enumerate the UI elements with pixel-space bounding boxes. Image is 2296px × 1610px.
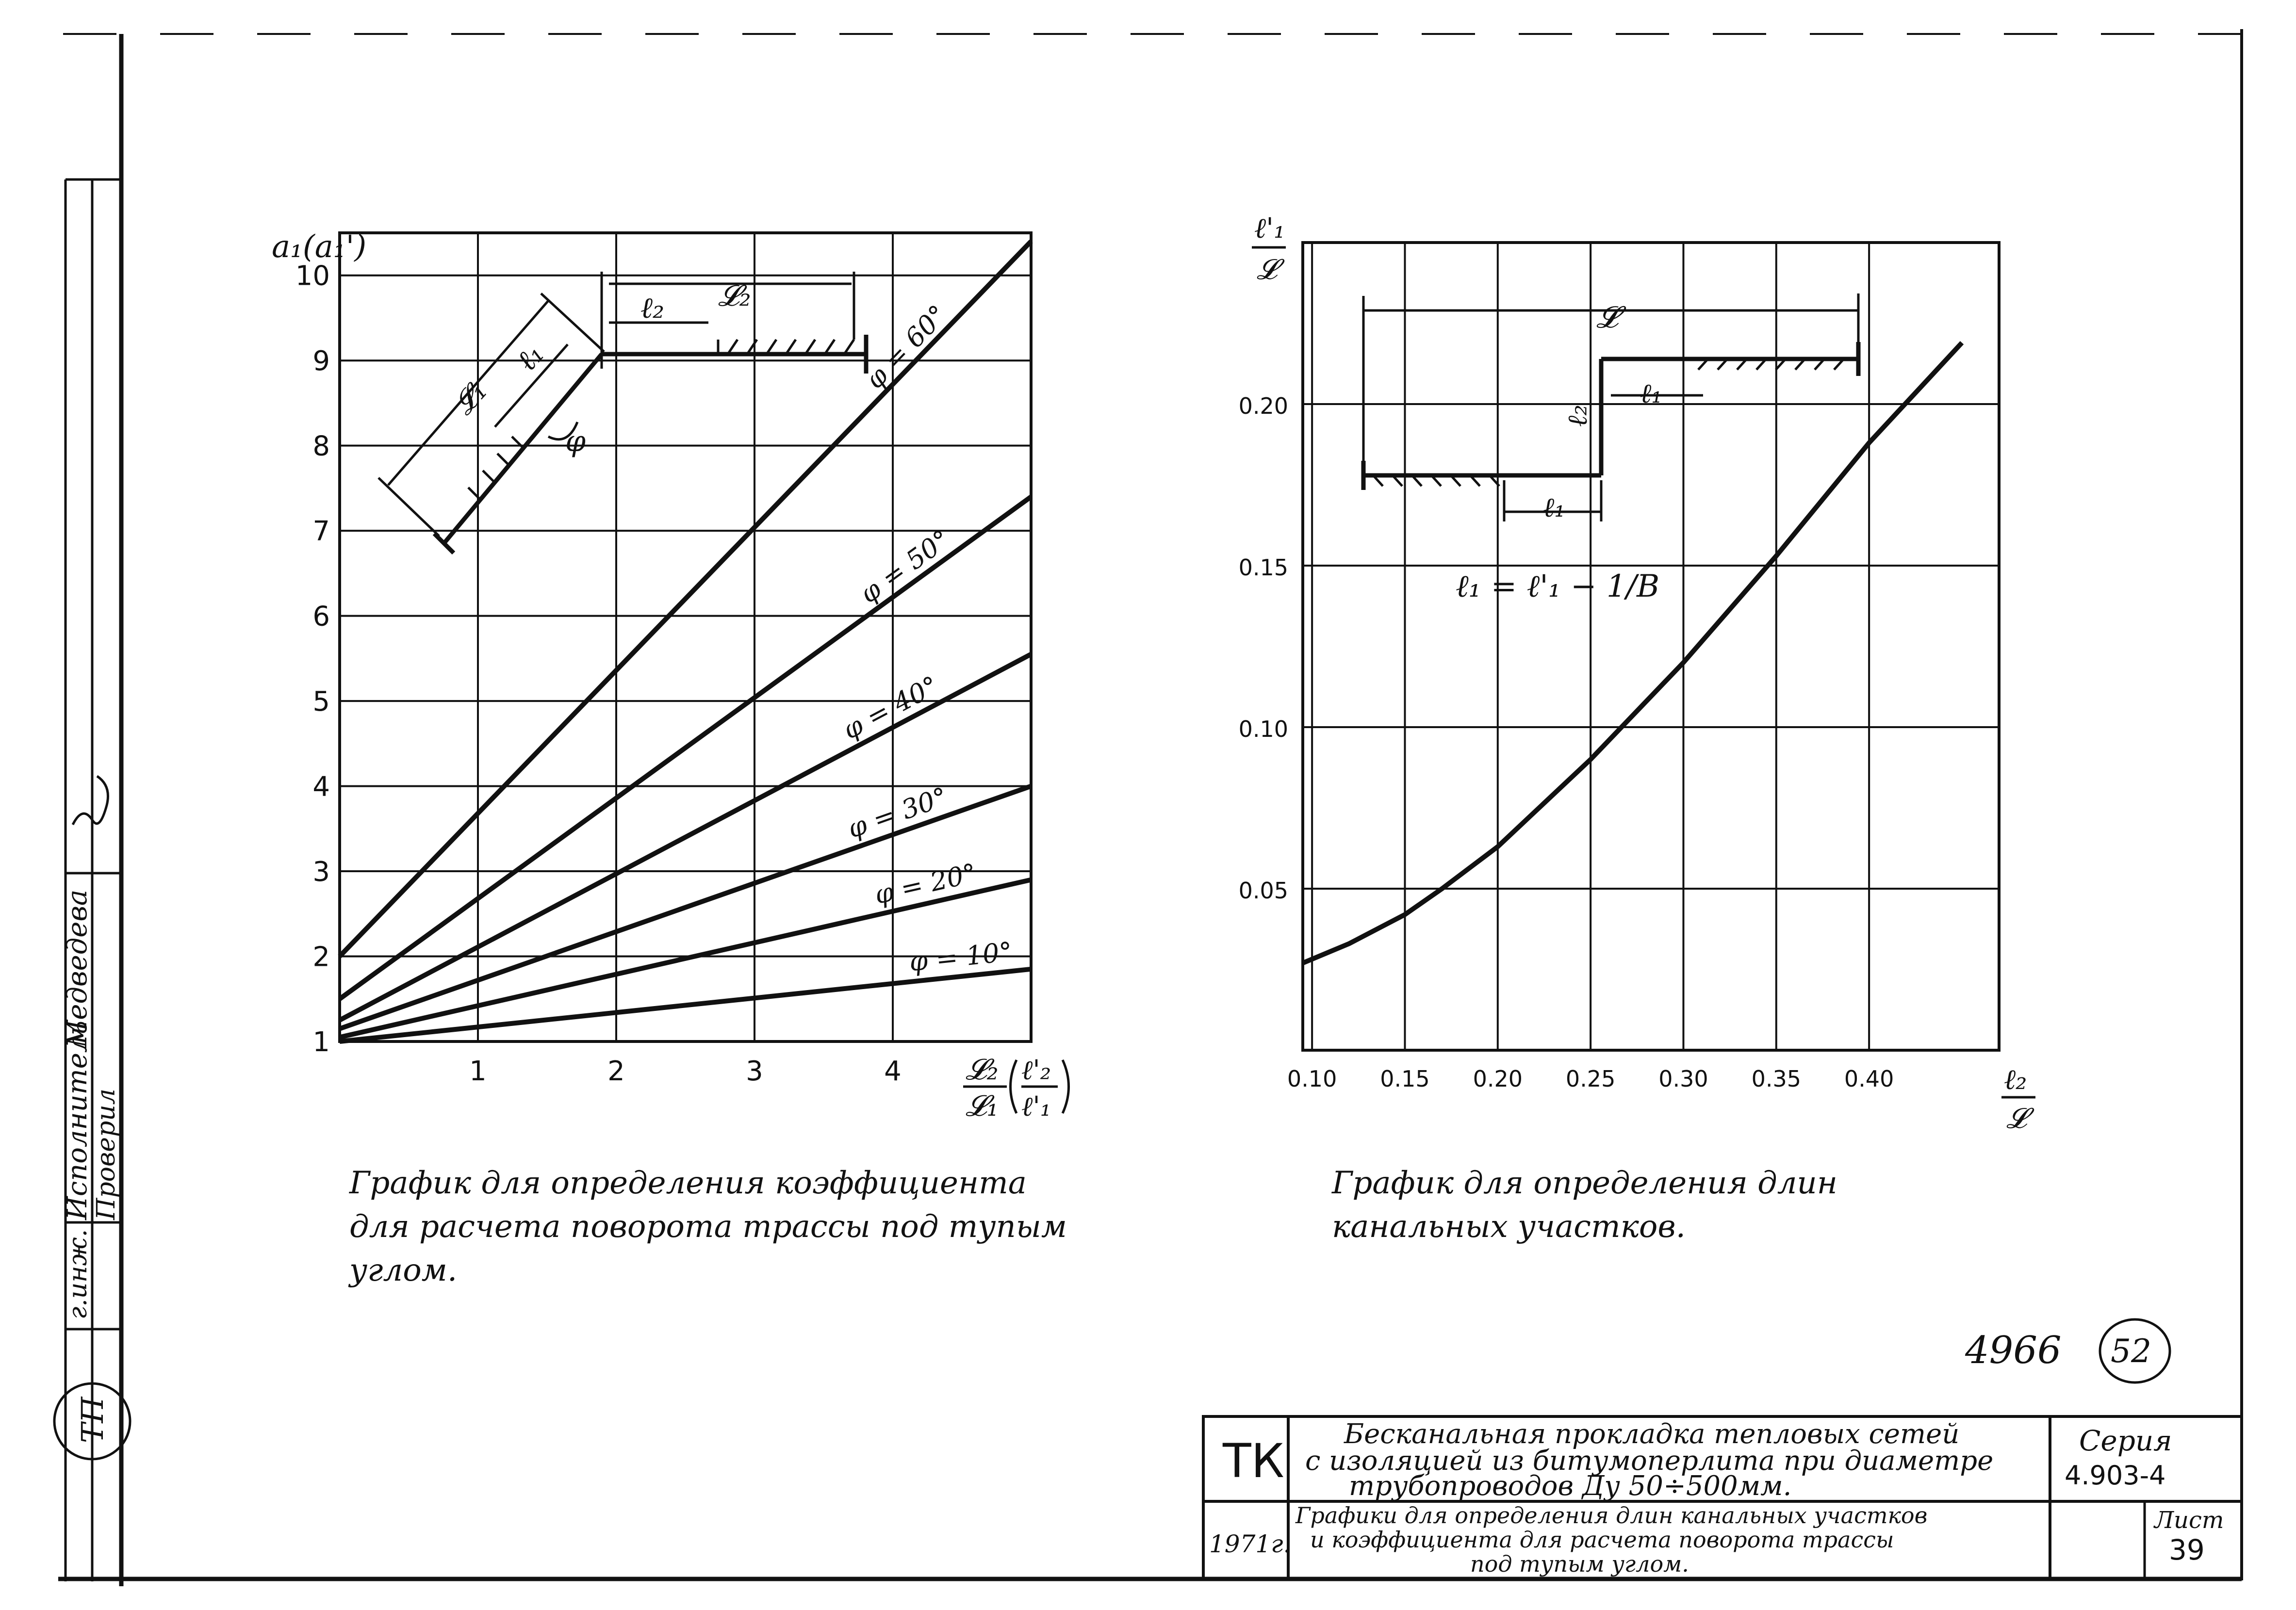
stamp-year: 1971г. [1209,1530,1291,1558]
executor-label: Исполнитель [62,1021,93,1220]
inset-left-phi: φ [565,424,586,458]
series-line-1 [340,497,1031,999]
chart-right-ylabel [1252,211,1286,286]
inset-right-l2: ℓ₂ [1562,405,1593,427]
checked-label: Проверил [92,1089,121,1220]
x-tick-label: 3 [746,1056,763,1087]
y-tick-label: 2 [312,941,330,973]
x-tick-label: 0.30 [1658,1066,1708,1092]
inset-left-L1: 𝓛₁ [446,374,494,422]
stamp-subtitle-line-2: и коэффициента для расчета поворота трассы [1310,1527,1894,1553]
y-tick-label: 5 [312,686,330,718]
chart-left-xlabel-num: 𝓛₂ [966,1053,999,1087]
stamp-series-value: 4.903-4 [2065,1460,2166,1491]
stamp-sheet-value: 39 [2169,1533,2205,1566]
caption-left-line-1: График для определения коэффициента [349,1165,1027,1201]
chart-right-caption [1331,1165,1837,1245]
executor-name: Медведева [62,889,93,1048]
chart-right-ticks [1239,393,1894,1092]
title-block [1203,1416,2242,1579]
y-tick-label: 9 [312,345,330,377]
stamp-sheet-label: Лист [2154,1507,2224,1534]
circled-number: 52 [2111,1333,2151,1370]
chief-label: г.инж. [64,1229,93,1319]
signature-mark [73,776,108,825]
chart-right-series [1303,343,1962,963]
stamp-title-line-1: Бесканальная прокладка тепловых сетей [1344,1418,1960,1450]
stamp-subtitle-line-3: под тупым углом. [1470,1551,1689,1577]
chart-right-formula: ℓ₁ = ℓ'₁ − 1/B [1456,569,1660,604]
chart-left-series-labels [838,299,1014,977]
inset-left-L2: 𝓛₂ [718,279,751,313]
chart-right-xlabel-den: 𝓛 [2006,1102,2027,1135]
inset-right-l1-top: ℓ₁ [1640,378,1662,409]
inset-left-l1: ℓ₁ [509,337,551,378]
x-tick-label: 4 [884,1056,902,1087]
y-tick-label: 10 [295,260,330,292]
archive-number: 4966 [1965,1329,2062,1372]
chart-right-grid [1303,243,1999,1050]
chart-left-inset-diagram [378,272,866,553]
inset-right-L: 𝓛 [1596,299,1619,335]
inset-right-l1-bottom: ℓ₁ [1543,492,1565,523]
chart-left-xlabel-den: 𝓛₁ [966,1089,999,1123]
series-label-2: φ = 40° [837,670,944,746]
stamp-series-label: Серия [2079,1424,2172,1457]
series-label-0: φ = 60° [859,299,953,395]
series-label-1: φ = 50° [854,523,956,609]
y-tick-label: 4 [312,771,330,803]
y-tick-label: 0.15 [1238,554,1288,581]
chart-left [272,229,1069,1288]
series-line-5 [340,969,1031,1041]
series-label-3: φ = 30° [843,781,951,845]
x-tick-label: 0.15 [1380,1066,1430,1092]
caption-right-line-2: канальных участков. [1332,1209,1686,1245]
chart-right-plot-frame [1303,243,1999,1050]
series-line-3 [340,786,1031,1029]
chart-left-ylabel: a₁(a₁') [272,229,367,265]
y-tick-label: 7 [312,516,330,548]
stamp-subtitle-line-1: Графики для определения длин канальных участков [1296,1502,1928,1529]
x-tick-label: 0.40 [1844,1066,1894,1092]
chart-left-xlabel-alt-den: ℓ'₁ [1021,1091,1051,1122]
y-tick-label: 0.10 [1238,716,1288,742]
series-line-0 [340,242,1031,957]
x-tick-label: 0.20 [1473,1066,1523,1092]
y-tick-label: 1 [312,1026,330,1058]
y-tick-label: 8 [312,430,330,462]
x-tick-label: 1 [469,1056,487,1087]
stamp-title-line-2: с изоляцией из битумоперлита при диаметре [1305,1445,1994,1477]
chart-left-caption [348,1165,1067,1288]
caption-left-line-2: для расчета поворота трассы под тупым [349,1209,1067,1245]
margin-strip [54,179,130,1581]
logo-text: ТП [75,1397,110,1443]
x-tick-label: 0.35 [1751,1066,1802,1092]
y-tick-label: 3 [312,856,330,888]
series-label-5: φ = 10° [907,936,1014,977]
x-tick-label: 2 [607,1056,625,1087]
x-tick-label: 0.10 [1287,1066,1337,1092]
inset-left-l2: ℓ₂ [640,291,665,325]
chart-right-ylabel-num: ℓ'₁ [1254,211,1285,244]
y-tick-label: 0.20 [1238,393,1288,419]
series-line-0 [1303,343,1962,963]
chart-left-xlabel-alt-num: ℓ'₂ [1021,1055,1051,1086]
stamp-code: ТК [1223,1434,1284,1488]
caption-left-line-3: углом. [349,1252,458,1288]
chart-right [1239,211,2035,1245]
chart-right-ylabel-den: 𝓛 [1257,253,1278,286]
stamp-title-line-3: трубопроводов Ду 50÷500мм. [1349,1470,1792,1502]
caption-right-line-1: График для определения длин [1332,1165,1837,1201]
sheet-frame [58,29,2242,1586]
chart-right-xlabel [2001,1063,2035,1135]
y-tick-label: 0.05 [1238,878,1288,904]
x-tick-label: 0.25 [1565,1066,1616,1092]
y-tick-label: 6 [312,601,330,633]
chart-right-xlabel-num: ℓ₂ [2004,1063,2027,1096]
series-label-4: φ = 20° [871,857,980,911]
chart-right-inset-diagram [1363,293,1858,523]
chart-left-xlabel [963,1053,1069,1123]
